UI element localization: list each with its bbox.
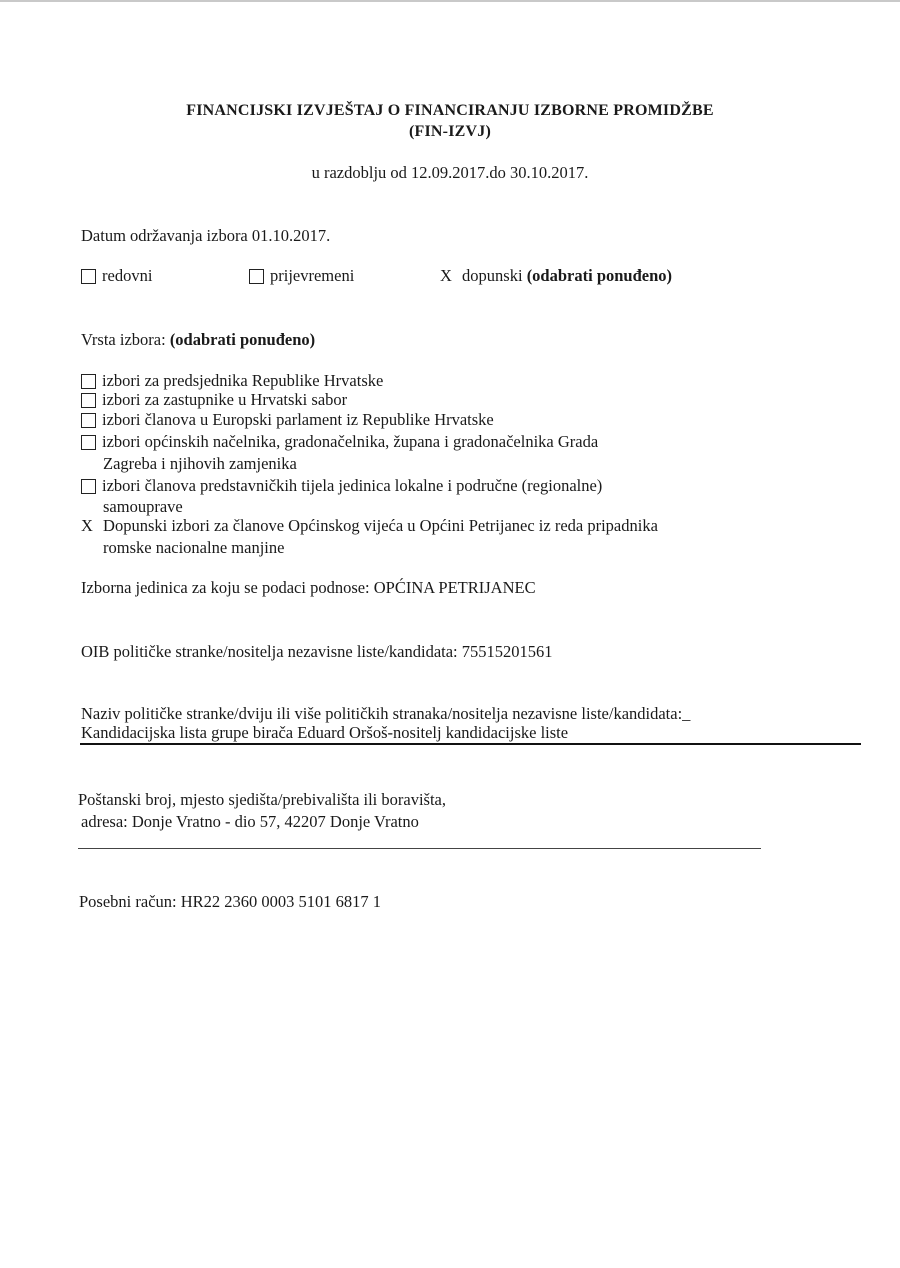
election-type-hint: (odabrati ponuđeno) [169,330,316,349]
election-kind-early[interactable] [249,266,354,286]
checkbox-local-bodies[interactable] [81,479,96,494]
election-type-label-mayors: izbori općinskih načelnika, gradonačelnika, župana i gradonačelnika Grada [102,432,599,451]
election-type-item[interactable] [81,476,602,496]
election-type-item-selected[interactable] [81,516,658,536]
election-type-item[interactable] [81,390,347,410]
checkbox-parliament[interactable] [81,393,96,408]
election-type-label-local-bodies: izbori članova predstavničkih tijela jedinica lokalne i područne (regionalne) [102,476,603,495]
checkbox-eu-parliament[interactable] [81,413,96,428]
label-supplementary: dopunski [462,266,523,285]
party-name-underline [80,743,861,745]
election-kind-regular[interactable] [81,266,152,286]
election-type-label-parliament: izbori za zastupnike u Hrvatski sabor [102,390,348,409]
election-date: Datum održavanja izbora 01.10.2017. [81,226,331,245]
report-title: FINANCIJSKI IZVJEŠTAJ O FINANCIRANJU IZBORNE PROMIDŽBE [186,102,714,119]
mark-supplementary: X [440,266,452,285]
election-type-item[interactable] [81,371,383,391]
party-name-value: Kandidacijska lista grupe birača Eduard Oršoš-nositelj kandidacijske liste [81,723,569,742]
report-code: (FIN-IZVJ) [409,123,491,140]
oib: OIB političke stranke/nositelja nezavisne liste/kandidata: 75515201561 [81,642,553,661]
checkbox-president[interactable] [81,374,96,389]
address-value: adresa: Donje Vratno - dio 57, 42207 Donje Vratno [81,812,419,831]
mark-supplementary-roma: X [81,516,93,535]
label-early: prijevremeni [270,266,355,285]
report-period: u razdoblju od 12.09.2017.do 30.10.2017. [311,163,589,182]
election-type-item[interactable] [81,410,494,430]
election-kind-supplementary[interactable] [440,266,672,286]
checkbox-mayors[interactable] [81,435,96,450]
election-type-label: Vrsta izbora: [81,330,166,349]
address-underline [78,848,761,849]
scan-top-edge [0,0,900,2]
election-type-heading [81,330,315,350]
special-account: Posebni račun: HR22 2360 0003 5101 6817 1 [79,892,382,911]
election-type-label-supplementary: Dopunski izbori za članove Općinskog vijeća u Općini Petrijanec iz reda pripadnika [103,516,658,535]
constituency: Izborna jedinica za koju se podaci podnose: OPĆINA PETRIJANEC [81,578,536,597]
election-type-item[interactable] [81,432,598,452]
election-kind-hint: (odabrati ponuđeno) [526,266,673,285]
election-type-label-president: izbori za predsjednika Republike Hrvatske [102,371,384,390]
label-regular: redovni [102,266,153,285]
election-type-continuation: samouprave [103,497,183,516]
party-name-label: Naziv političke stranke/dviju ili više političkih stranaka/nositelja nezavisne liste/kandidata:_ [81,704,691,723]
election-type-continuation: Zagreba i njihovih zamjenika [103,454,297,473]
checkbox-regular[interactable] [81,269,96,284]
address-label: Poštanski broj, mjesto sjedišta/prebivališta ili boravišta, [78,790,446,809]
election-type-label-eu-parliament: izbori članova u Europski parlament iz Republike Hrvatske [102,410,494,429]
checkbox-early[interactable] [249,269,264,284]
election-type-continuation: romske nacionalne manjine [103,538,285,557]
